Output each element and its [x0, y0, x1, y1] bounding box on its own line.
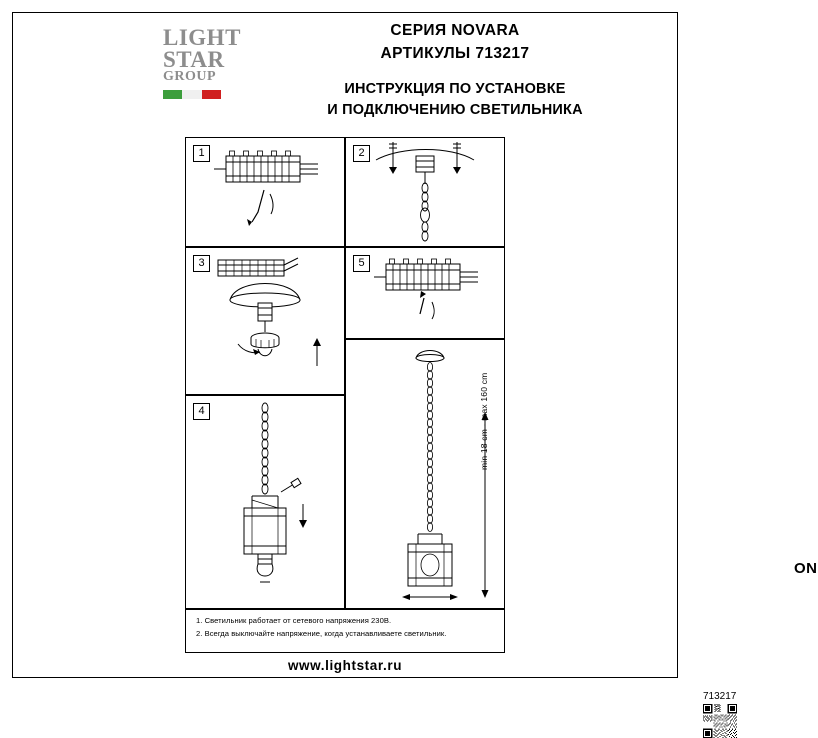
- header-text-block: [255, 22, 655, 121]
- step-4-illustration: [186, 396, 344, 608]
- note-item-2: 2. Всегда выключайте напряжение, когда устанавливаете светильник.: [196, 628, 447, 638]
- step-panel-4: [185, 395, 345, 609]
- step-5-illustration: [346, 248, 504, 338]
- website-url: www.lightstar.ru: [287, 658, 403, 673]
- instruction-title-line-1: ИНСТРУКЦИЯ ПО УСТАНОВКЕ: [344, 81, 566, 97]
- series-title: СЕРИЯ NOVARA: [390, 22, 520, 39]
- note-item-1: 1. Светильник работает от сетевого напряжения 230В.: [196, 616, 392, 625]
- step-number-4: 4: [193, 403, 210, 420]
- logo-line-1: LIGHT: [163, 25, 241, 50]
- article-number: АРТИКУЛЫ 713217: [380, 45, 530, 62]
- step-number-5: 5: [353, 255, 370, 272]
- step-2-illustration: [346, 138, 504, 246]
- step-number-3: 3: [193, 255, 210, 272]
- product-code: 713217: [703, 691, 737, 702]
- logo-line-2: STAR: [163, 47, 225, 72]
- step-panel-1: [185, 137, 345, 247]
- step-number-2: 2: [353, 145, 370, 162]
- notes-list: [196, 615, 496, 640]
- step-3-illustration: [186, 248, 344, 394]
- step-1-illustration: [186, 138, 344, 246]
- height-dimension-label: min 18 cm - max 160 cm: [479, 372, 489, 470]
- qr-code: [703, 704, 737, 738]
- step-number-1: 1: [193, 145, 210, 162]
- lightstar-logo: [163, 25, 241, 102]
- step-5-caption: ON: [794, 560, 818, 577]
- italian-flag-icon: [163, 90, 221, 99]
- step-panel-2: [345, 137, 505, 247]
- instruction-title-line-2: И ПОДКЛЮЧЕНИЮ СВЕТИЛЬНИКА: [327, 102, 583, 119]
- logo-line-3: GROUP: [163, 69, 217, 84]
- step-panel-3: [185, 247, 345, 395]
